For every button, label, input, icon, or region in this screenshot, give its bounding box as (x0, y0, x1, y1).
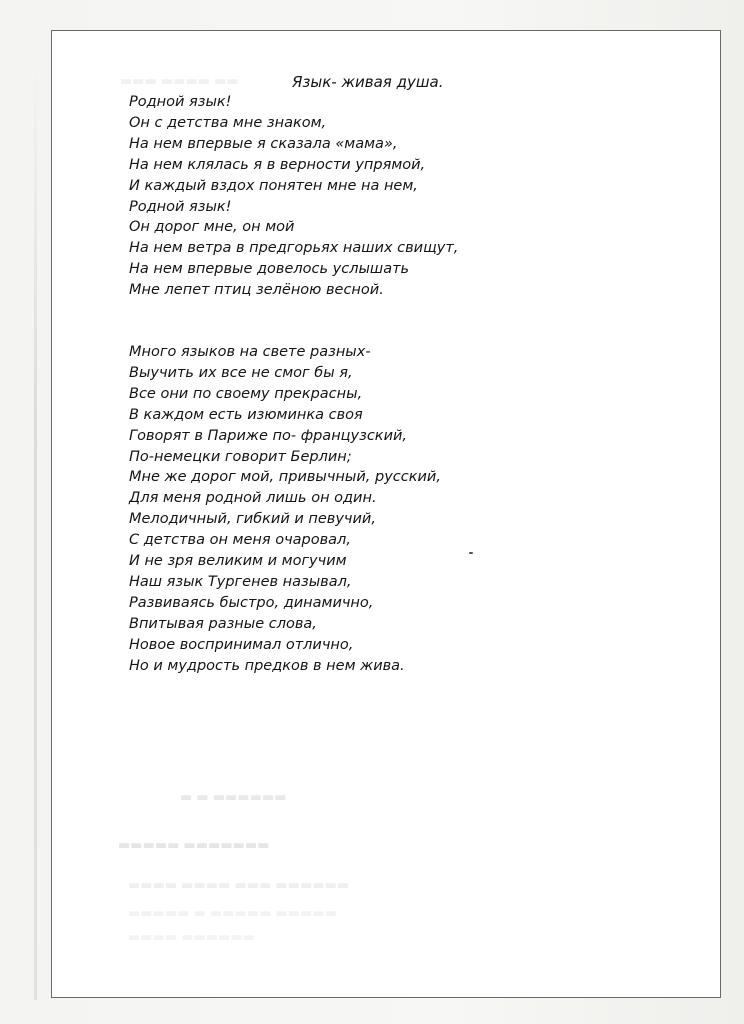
poem-line: И каждый вздох понятен мне на нем, (129, 177, 418, 194)
poem-line: Выучить их все не смог бы я, (129, 364, 353, 381)
bleed-through-shadow: ▬▬▬▬▬ ▬ ▬▬▬▬▬ ▬▬▬▬▬ (128, 906, 337, 921)
bleed-through-shadow: ▬▬▬▬▬ ▬▬▬▬▬▬▬ (118, 838, 270, 853)
poem-line: На нем клялась я в верности упрямой, (129, 156, 426, 173)
poem-line: Мне же дорог мой, привычный, русский, (129, 469, 441, 486)
poem-line: Новое воспринимал отлично, (129, 636, 354, 653)
poem-line: Он дорог мне, он мой (129, 219, 295, 236)
poem-line: Родной язык! (129, 198, 232, 215)
poem-line: В каждом есть изюминка своя (129, 406, 363, 423)
stanza-1 (129, 92, 458, 301)
bleed-through-shadow: ▬▬▬▬ ▬▬▬▬▬▬ (128, 930, 255, 945)
page-edge-shadow (34, 60, 37, 1000)
poem-line: Мне лепет птиц зелёною весной. (129, 282, 384, 299)
bleed-through-shadow: ▬▬▬▬ ▬▬▬▬ ▬▬▬ ▬▬▬▬▬▬ (128, 878, 350, 893)
poem-line: Но и мудрость предков в нем жива. (129, 657, 405, 674)
poem-line: Развиваясь быстро, динамично, (129, 594, 374, 611)
poem-line: На нем ветра в предгорьях наших свищут, (129, 240, 459, 257)
poem-line: И не зря великим и могучим (129, 553, 347, 570)
poem-title: Язык- живая душа. (292, 73, 444, 91)
bleed-through-shadow: ▬ ▬ ▬▬▬▬▬▬ (180, 790, 287, 805)
poem-line: Родной язык! (129, 94, 232, 110)
poem-line: Много языков на свете разных- (129, 344, 371, 360)
poem-line: Говорят в Париже по- французский, (129, 427, 408, 444)
poem-line: Впитывая разные слова, (129, 615, 317, 632)
stanza-2 (129, 342, 441, 677)
bleed-through-shadow: ▬▬▬ ▬▬▬▬ ▬▬ (120, 74, 239, 89)
poem-line: На нем впервые я сказала «мама», (129, 135, 398, 152)
poem-line: С детства он меня очаровал, (129, 532, 351, 549)
poem-line: Мелодичный, гибкий и певучий, (129, 511, 376, 528)
poem-line: Все они по своему прекрасны, (129, 385, 363, 402)
poem-line: Для меня родной лишь он один. (129, 490, 377, 507)
scan-speck (469, 552, 473, 554)
poem-line: На нем впервые довелось услышать (129, 261, 410, 278)
poem-line: Наш язык Тургенев называл, (129, 573, 352, 590)
poem-line: По-немецки говорит Берлин; (129, 448, 352, 465)
poem-line: Он с детства мне знаком, (129, 114, 327, 131)
